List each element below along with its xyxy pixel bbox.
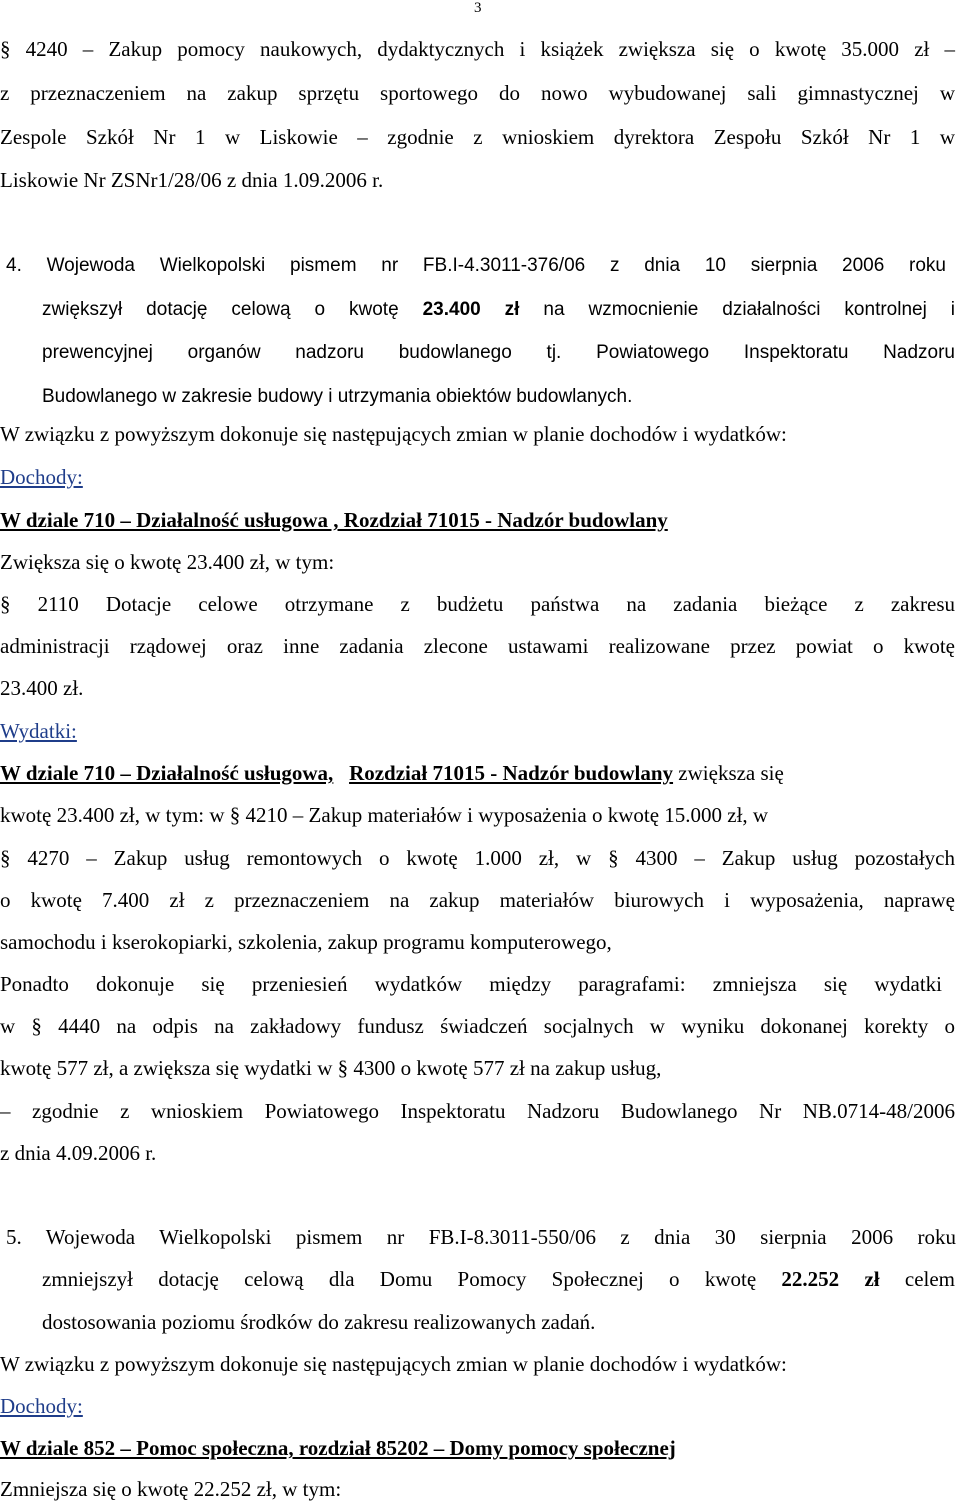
wydatki-heading: Wydatki:	[0, 719, 77, 743]
item-4-line: 4. Wojewoda Wielkopolski pismem nr FB.I-4.3011-376/06 z dnia 10 sierpnia 2006 roku	[6, 255, 946, 276]
item-5-line: 5. Wojewoda Wielkopolski pismem nr FB.I-8.3011-550/06 z dnia 30 sierpnia 2006 roku	[6, 1225, 956, 1249]
item-4-line: zwiększył dotację celową o kwotę 23.400 zł na wzmocnienie działalności kontrolnej i	[42, 299, 955, 320]
item-5-line: zmniejszył dotację celową dla Domu Pomocy Społecznej o kwotę 22.252 zł celem	[42, 1267, 956, 1291]
change-intro: W związku z powyższym dokonuje się następujących zmian w planie dochodów i wydatków:	[0, 1352, 787, 1376]
item-4-line: prewencyjnej organów nadzoru budowlanego tj. Powiatowego Inspektoratu Nadzoru	[42, 342, 955, 363]
dochody-heading: Dochody:	[0, 1394, 83, 1418]
paragraph-line: 23.400 zł.	[0, 676, 84, 700]
paragraph-line: § 4270 – Zakup usług remontowych o kwotę 1.000 zł, w § 4300 – Zakup usług pozostałych	[0, 846, 955, 870]
change-intro: W związku z powyższym dokonuje się następujących zmian w planie dochodów i wydatków:	[0, 422, 787, 446]
paragraph-line: o kwotę 7.400 zł z przeznaczeniem na zakup materiałów biurowych i wyposażenia, naprawę	[0, 888, 955, 912]
paragraph-line: § 2110 Dotacje celowe otrzymane z budżetu państwa na zadania bieżące z zakresu	[0, 592, 955, 616]
dochody-dzial: W dziale 852 – Pomoc społeczna, rozdział 85202 – Domy pomocy społecznej	[0, 1436, 676, 1460]
paragraph-line: Ponadto dokonuje się przeniesień wydatków między paragrafami: zmniejsza się wydatki	[0, 972, 942, 996]
paragraph-line: Zespole Szkół Nr 1 w Liskowie – zgodnie z wnioskiem dyrektora Zespołu Szkół Nr 1 w	[0, 125, 955, 149]
dochody-amount: Zmniejsza się o kwotę 22.252 zł, w tym:	[0, 1477, 342, 1501]
amount-bold: 22.252 zł	[781, 1267, 880, 1291]
paragraph-line: kwotę 577 zł, a zwiększa się wydatki w § 4300 o kwotę 577 zł na zakup usług,	[0, 1056, 662, 1080]
dochody-amount: Zwiększa się o kwotę 23.400 zł, w tym:	[0, 550, 335, 574]
dochody-heading: Dochody:	[0, 465, 83, 489]
paragraph-line: w § 4440 na odpis na zakładowy fundusz świadczeń socjalnych w wyniku dokonanej korekty o	[0, 1014, 955, 1038]
item-5-line: dostosowania poziomu środków do zakresu realizowanych zadań.	[42, 1310, 596, 1334]
dochody-dzial: W dziale 710 – Działalność usługowa , Rozdział 71015 - Nadzór budowlany	[0, 508, 668, 532]
item-4-line: Budowlanego w zakresie budowy i utrzymania obiektów budowlanych.	[42, 386, 633, 407]
paragraph-line: z przeznaczeniem na zakup sprzętu sportowego do nowo wybudowanej sali gimnastycznej w	[0, 81, 955, 105]
paragraph-line: z dnia 4.09.2006 r.	[0, 1141, 157, 1165]
paragraph-line: samochodu i kserokopiarki, szkolenia, zakup programu komputerowego,	[0, 930, 612, 954]
paragraph-line: administracji rządowej oraz inne zadania zlecone ustawami realizowane przez powiat o kwotę	[0, 634, 955, 658]
paragraph-line: § 4240 – Zakup pomocy naukowych, dydaktycznych i książek zwiększa się o kwotę 35.000 zł –	[0, 37, 955, 61]
page-number: 3	[474, 0, 482, 16]
paragraph-line: – zgodnie z wnioskiem Powiatowego Inspektoratu Nadzoru Budowlanego Nr NB.0714-48/2006	[0, 1099, 955, 1123]
paragraph-line: kwotę 23.400 zł, w tym: w § 4210 – Zakup materiałów i wyposażenia o kwotę 15.000 zł, w	[0, 803, 769, 827]
wydatki-dzial: W dziale 710 – Działalność usługowa, Rozdział 71015 - Nadzór budowlany zwiększa się	[0, 761, 784, 785]
amount-bold: 23.400 zł	[422, 299, 520, 320]
paragraph-line: Liskowie Nr ZSNr1/28/06 z dnia 1.09.2006 r.	[0, 168, 384, 192]
